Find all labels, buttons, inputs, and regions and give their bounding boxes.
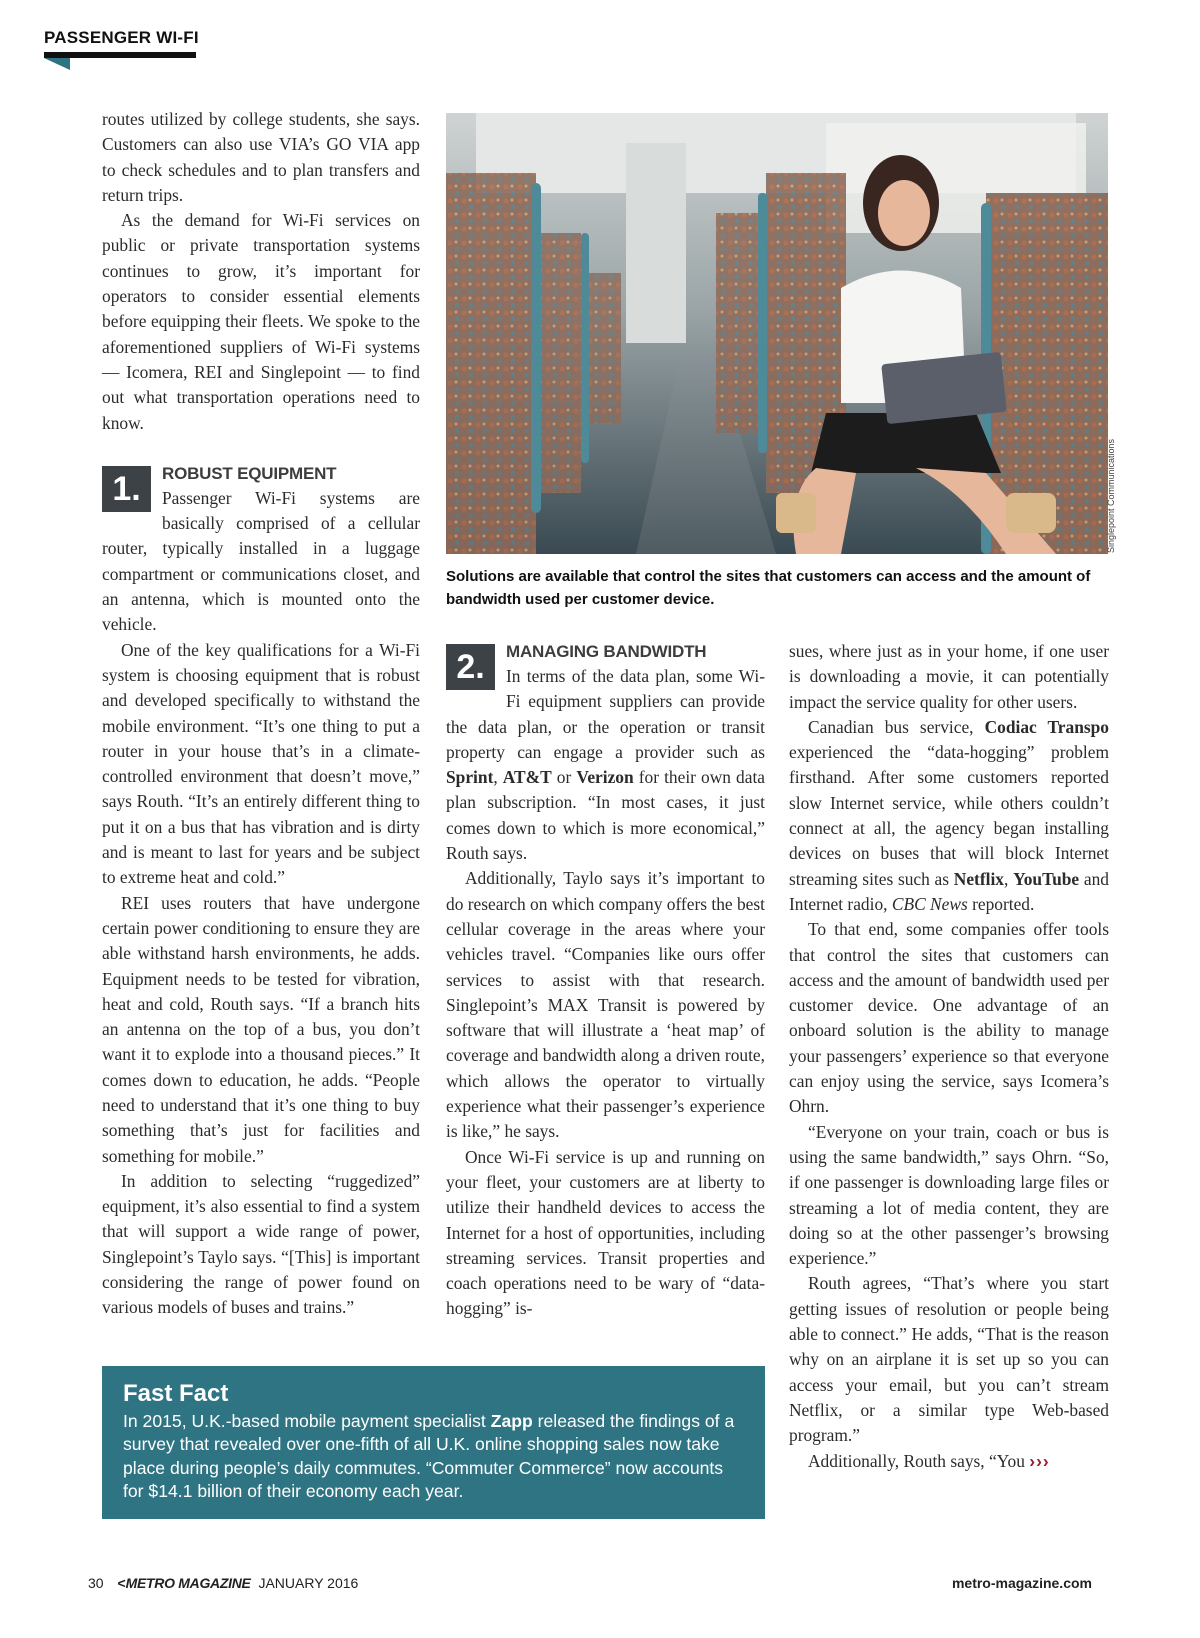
site-url[interactable]: metro-magazine.com [951, 1575, 1092, 1591]
paragraph: Routh agrees, “That’s where you start getting issues of resolution or people being able to connect.” He adds, “That is the reason why on an airplane it is set up so you can access your email, but you can’t stream Netflix, or a similar type Web-based program.” [789, 1273, 1109, 1446]
brand-verizon: Verizon [576, 767, 634, 788]
paragraph: Once Wi-Fi service is up and running on your fleet, your customers are at liberty to utilize their handheld devices to access the Internet for a host of opportunities, including streaming services. Transit properties and coach operations need to be wary of “data-hogging” is- [446, 1146, 765, 1319]
brand-att: AT&T [502, 767, 552, 788]
fast-fact-box [102, 1366, 765, 1519]
paragraph: As the demand for Wi-Fi services on public or private transportation systems continues to grow, it’s important for operators to consider essential elements before equipping their fleets. We spoke to the aforementioned suppliers of Wi-Fi systems — Icomera, REI and Singlepoint — to find out what transportation operations need to know. [102, 210, 420, 433]
photo-credit: Singlepoint Communications [1106, 438, 1116, 553]
magazine-logo: METRO MAGAZINE [125, 1575, 251, 1591]
article-column-3 [789, 639, 1109, 1474]
paragraph: REI uses routers that have undergone certain power conditioning to ensure they are able withstand harsh environments, he adds. Equipment needs to be tested for vibration, heat and cold, Routh says. “If a branch hits an antenna on the top of a bus, you don’t want it to explode into a thousand pieces.” It comes down to education, he adds. “People need to understand that it’s one thing to buy something that’s just for facilities and something for mobile.” [102, 892, 420, 1166]
section-label: PASSENGER WI-FI [44, 28, 199, 47]
paragraph: Additionally, Taylo says it’s important to do research on which company offers the best cellular coverage in the areas where your vehicles travel. “Companies like ours offer services to assist with that research. Singlepoint’s MAX Transit is powered by software that will illustrate a ‘heat map’ of coverage and bandwidth along a driven route, which allows the operator to virtually experience what their passenger’s experience is like,” he says. [446, 868, 765, 1142]
fast-fact-body: In 2015, U.K.-based mobile payment specialist Zapp released the findings of a survey that revealed over one-fifth of all U.K. online shopping sales now take place during people’s daily commutes. “Commuter Commerce” now accounts for $14.1 billion of their economy each year. [123, 1411, 735, 1502]
page-footer-left [88, 1575, 358, 1591]
section-2-block [446, 639, 765, 866]
continue-arrows-icon[interactable]: ››› [1029, 1450, 1050, 1471]
paragraph: Passenger Wi-Fi systems are basically comprised of a cellular router, typically installed in a luggage compartment or communications closet, and an antenna, which is mounted onto the vehicle. [102, 487, 420, 635]
section-heading: MANAGING BANDWIDTH [506, 642, 707, 661]
bus-interior-photo [446, 113, 1108, 554]
brand-codiac: Codiac Transpo [984, 716, 1109, 737]
paragraph: routes utilized by college students, she says. Customers can also use VIA’s GO VIA app to check schedules and to plan transfers and return trips. [102, 109, 420, 205]
brand-zapp: Zapp [490, 1411, 533, 1431]
paragraph: Additionally, Routh says, “You ››› [808, 1450, 1050, 1471]
paragraph: sues, where just as in your home, if one user is downloading a movie, it can potentially impact the service quality for other users. [789, 641, 1109, 712]
section-heading: ROBUST EQUIPMENT [162, 463, 337, 483]
brand-youtube: YouTube [1013, 868, 1080, 889]
article-column-1 [102, 107, 420, 1321]
article-column-2 [446, 639, 765, 1322]
section-tab-accent [44, 58, 70, 70]
page-number: 30 [88, 1575, 104, 1591]
section-number-badge: 2. [446, 644, 495, 690]
section-1-block [102, 461, 420, 638]
paragraph: “Everyone on your train, coach or bus is using the same bandwidth,” says Ohrn. “So, if one passenger is downloading large files or streaming a lot of media content, they are doing so at the other passenger’s browsing experience.” [789, 1121, 1109, 1269]
paragraph: Canadian bus service, Codiac Transpo experienced the “data-hogging” problem firsthand. After some customers reported slow Internet service, while others couldn’t connect at all, the agency began installing devices on buses that will block Internet streaming sites such as Netflix, YouTube and Internet radio, CBC News reported. [789, 716, 1109, 914]
brand-netflix: Netflix [953, 868, 1005, 889]
paragraph: In terms of the data plan, some Wi-Fi equipment suppliers can provide the data plan, or the operation or transit property can engage a provider such as Sprint, AT&T or Verizon for their own data plan subscription. “In most cases, it just comes down to which is more economical,” Routh says. [446, 666, 766, 864]
back-arrow-icon[interactable]: < [117, 1575, 126, 1591]
fast-fact-title: Fast Fact [123, 1380, 229, 1407]
issue-date: JANUARY 2016 [258, 1575, 359, 1591]
photo-caption: Solutions are available that control the sites that customers can access and the amount of bandwidth used per customer device. [446, 568, 1091, 608]
section-number-badge: 1. [102, 466, 151, 512]
paragraph: One of the key qualifications for a Wi-Fi system is choosing equipment that is robust and developed specifically to withstand the mobile environment. “It’s one thing to put a router in your house that’s in a climate-controlled environment that doesn’t move,” says Routh. “It’s an entirely different thing to put it on a bus that has vibration and is dirty and is meant to last for years and be subject to extreme heat and cold.” [102, 639, 420, 888]
brand-sprint: Sprint [446, 767, 494, 788]
publication-cbc: CBC News [891, 893, 968, 914]
paragraph: To that end, some companies offer tools that control the sites that customers can access and the amount of bandwidth used per customer device. One advantage of an onboard solution is the ability to manage your passengers’ experience so that everyone can enjoy using the service, says Icomera’s Ohrn. [789, 919, 1109, 1117]
paragraph: In addition to selecting “ruggedized” equipment, it’s also essential to find a system that will support a wide range of power, Singlepoint’s Taylo says. “[This] is important considering the range of power found on various models of buses and trains.” [102, 1170, 420, 1318]
